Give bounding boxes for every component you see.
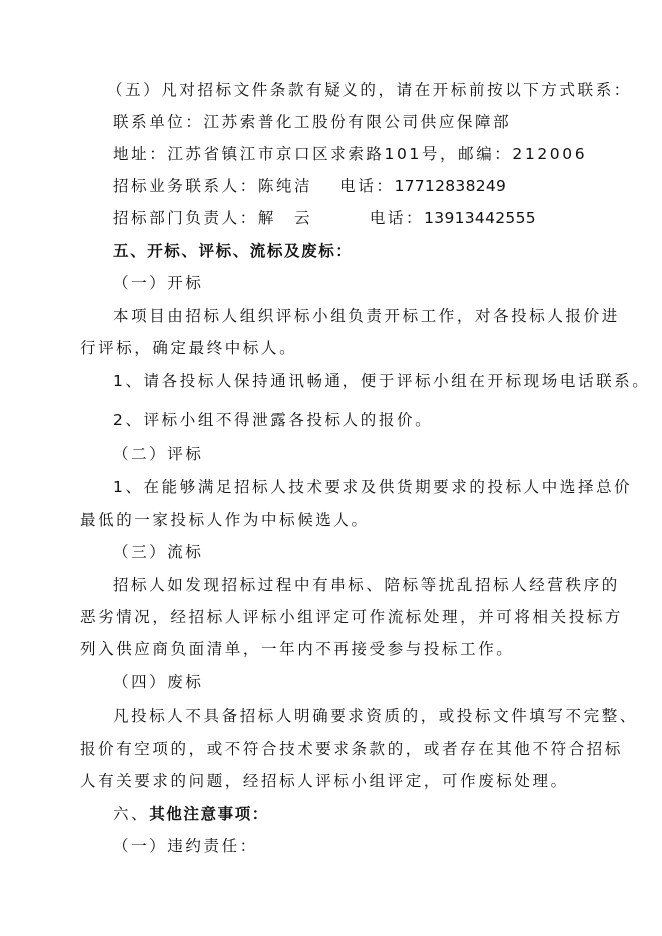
heading-section-6-title: 其他注意事项： <box>149 805 269 823</box>
subheading-evaluation: （二）评标 <box>113 445 204 463</box>
dept-head-label: 招标部门负责人： <box>113 209 258 227</box>
opening-item-2: 2、评标小组不得泄露各投标人的报价。 <box>113 411 434 429</box>
invalid-bid-para-line2: 报价有空项的，或不符合技术要求条款的，或者存在其他不符合招标 <box>80 740 624 758</box>
contact-person <box>113 176 506 196</box>
contact-person-name: 陈纯洁 <box>257 177 313 195</box>
section5-item5-text: （五）凡对招标文件条款有疑义的，请在开标前按以下方式联系： <box>107 81 632 99</box>
contact-person-label: 招标业务联系人： <box>113 177 258 195</box>
contact-unit-label: 联系单位： <box>113 113 204 131</box>
evaluation-item1-line2: 最低的一家投标人作为中标候选人。 <box>80 511 370 529</box>
subheading-breach-liability: （一）违约责任： <box>113 837 258 855</box>
failed-bid-para-line2: 恶劣情况，经招标人评标小组评定可作流标处理，并可将相关投标方 <box>80 608 624 626</box>
contact-unit <box>113 112 511 132</box>
opening-item-1: 1、请各投标人保持通讯畅通，便于评标小组在开标现场电话联系。 <box>113 372 651 390</box>
subheading-invalid-bid: （四）废标 <box>113 673 204 691</box>
invalid-bid-para-line1: 凡投标人不具备招标人明确要求资质的，或投标文件填写不完整、 <box>113 707 638 725</box>
address-label: 地址： <box>113 145 168 163</box>
heading-section-6 <box>113 804 269 824</box>
opening-para-line2: 行评标，确定最终中标人。 <box>80 339 298 357</box>
contact-person-phone: 17712838249 <box>394 177 507 195</box>
dept-head-phone-label: 电话： <box>369 209 425 227</box>
invalid-bid-para-line3: 人有关要求的问题，经招标人评标小组评定，可作废标处理。 <box>80 772 569 790</box>
dept-head-name: 解 云 <box>257 209 313 227</box>
dept-head <box>113 208 536 228</box>
evaluation-item1-line1: 1、在能够满足招标人技术要求及供货期要求的投标人中选择总价 <box>113 478 633 496</box>
heading-section-6-prefix: 六、 <box>113 805 150 823</box>
subheading-failed-bid: （三）流标 <box>113 543 204 561</box>
failed-bid-para-line1: 招标人如发现招标过程中有串标、陪标等扰乱招标人经营秩序的 <box>113 576 620 594</box>
dept-head-phone: 13913442555 <box>424 209 536 227</box>
heading-section-5: 五、开标、评标、流标及废标： <box>113 242 353 260</box>
opening-para-line1: 本项目由招标人组织评标小组负责开标工作，对各投标人报价进 <box>113 307 620 325</box>
contact-unit-value: 江苏索普化工股份有限公司供应保障部 <box>203 113 512 131</box>
contact-person-phone-label: 电话： <box>340 177 395 195</box>
address <box>113 144 587 164</box>
address-value: 江苏省镇江市京口区求索路101号，邮编：212006 <box>167 145 588 163</box>
subheading-opening: （一）开标 <box>113 274 204 292</box>
failed-bid-para-line3: 列入供应商负面清单，一年内不再接受参与投标工作。 <box>80 640 515 658</box>
